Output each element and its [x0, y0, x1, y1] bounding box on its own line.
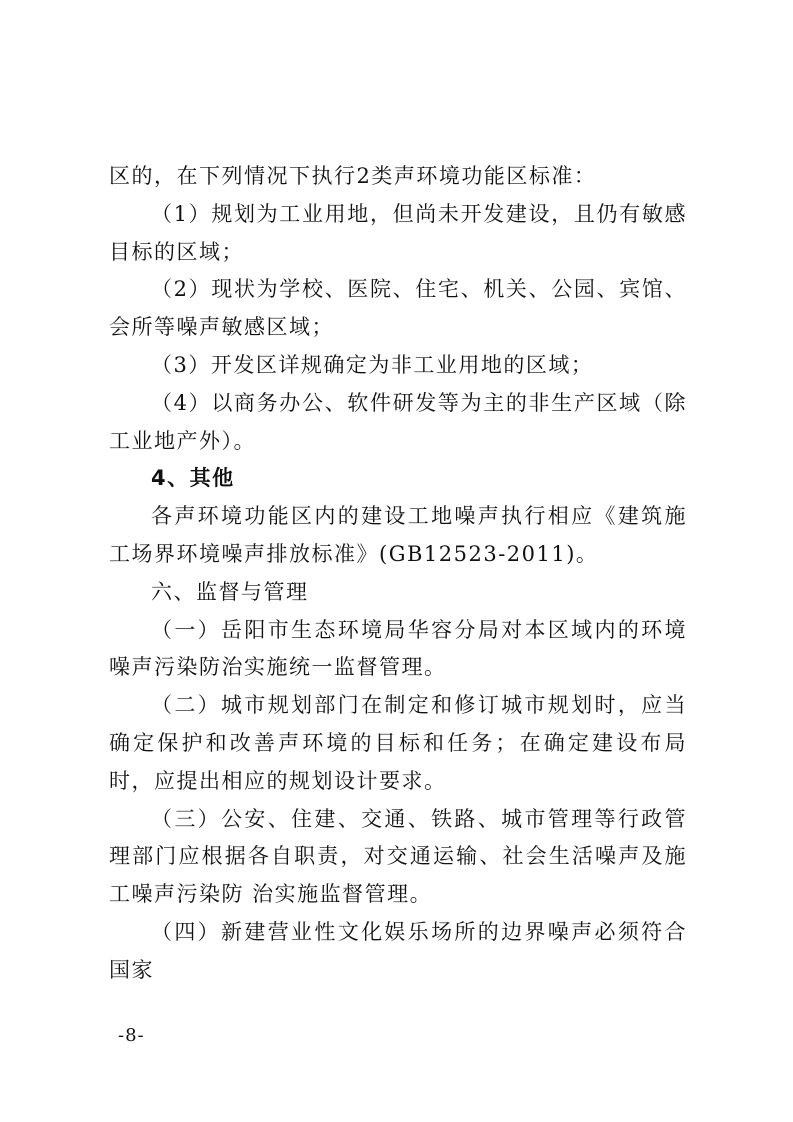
condition-1: （1）规划为工业用地，但尚未开发建设，且仍有敏感目标的区域；: [109, 201, 687, 264]
page-number: -8-: [118, 1025, 145, 1046]
supervision-item-2: （二）城市规划部门在制定和修订城市规划时，应当确定保护和改善声环境的目标和任务；在确定建设布局时，应提出相应的规划设计要求。: [109, 693, 687, 793]
continued-paragraph: 区的，在下列情况下执行2类声环境功能区标准：: [109, 164, 597, 188]
supervision-item-1: （一）岳阳市生态环境局华容分局对本区域内的环境噪声污染防治实施统一监督管理。: [109, 617, 687, 680]
condition-2: （2）现状为学校、医院、住宅、机关、公园、宾馆、会所等噪声敏感区域；: [109, 277, 687, 340]
condition-3: （3）开发区详规确定为非工业用地的区域；: [151, 352, 594, 377]
condition-4: （4）以商务办公、软件研发等为主的非生产区域（除工业地产外）。: [109, 390, 687, 453]
document-body: [109, 158, 687, 990]
construction-noise-paragraph: 各声环境功能区内的建设工地噪声执行相应《建筑施工场界环境噪声排放标准》(GB12523-2011)。: [109, 504, 687, 566]
section-heading-other: 4、其他: [151, 466, 235, 491]
supervision-item-3: （三）公安、住建、交通、铁路、城市管理等行政管理部门应根据各自职责，对交通运输、社会生活噪声及施工噪声污染防 治实施监督管理。: [109, 806, 687, 907]
supervision-item-4: （四）新建营业性文化娱乐场所的边界噪声必须符合国家: [109, 919, 687, 982]
section-heading-supervision: 六、监督与管理: [151, 579, 309, 604]
